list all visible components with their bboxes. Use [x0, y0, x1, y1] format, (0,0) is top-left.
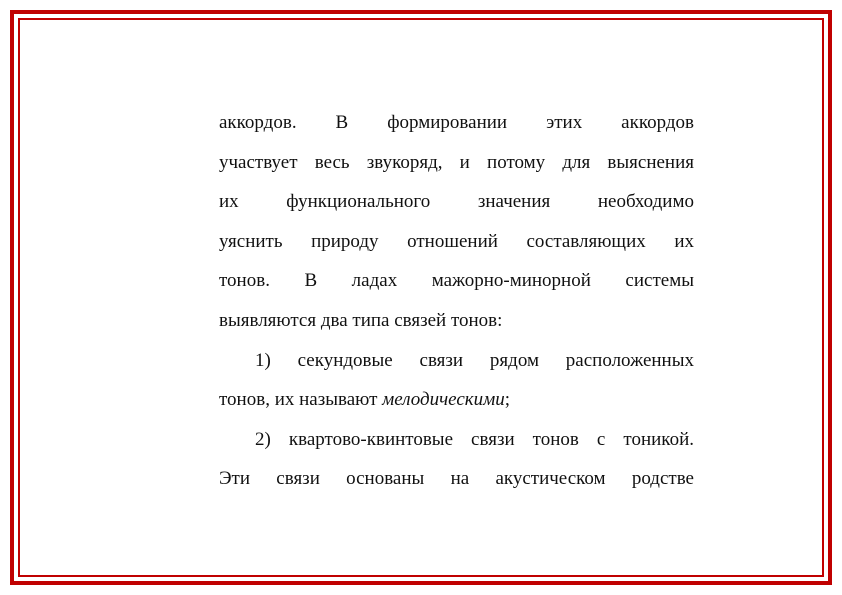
text-line-1: аккордов. В формировании этих аккордов [219, 112, 694, 133]
list-item-1-end: ; [504, 389, 511, 411]
list-item-2-line-1: 2) квартово-квинтовые связи тонов с тоникой. [255, 428, 694, 450]
text-line-6: выявляются два типа связей тонов: [219, 309, 503, 331]
italic-term: мелодическими [382, 389, 505, 411]
page-text [219, 103, 694, 499]
text-line-4: уяснить природу отношений составляющих их [219, 230, 694, 252]
list-item-1-line-1: 1) секундовые связи рядом расположенных [255, 349, 694, 371]
list-item-2-line-2: Эти связи основаны на акустическом родстве [219, 468, 694, 490]
text-line-2: участвует весь звукоряд, и потому для выяснения [219, 151, 694, 173]
text-line-5: тонов. В ладах мажорно-минорной системы [219, 270, 694, 292]
list-item-1-text: тонов, их называют [219, 389, 383, 411]
list-item-1-line-2 [219, 380, 694, 420]
text-line-3: их функционального значения необходимо [219, 191, 694, 213]
